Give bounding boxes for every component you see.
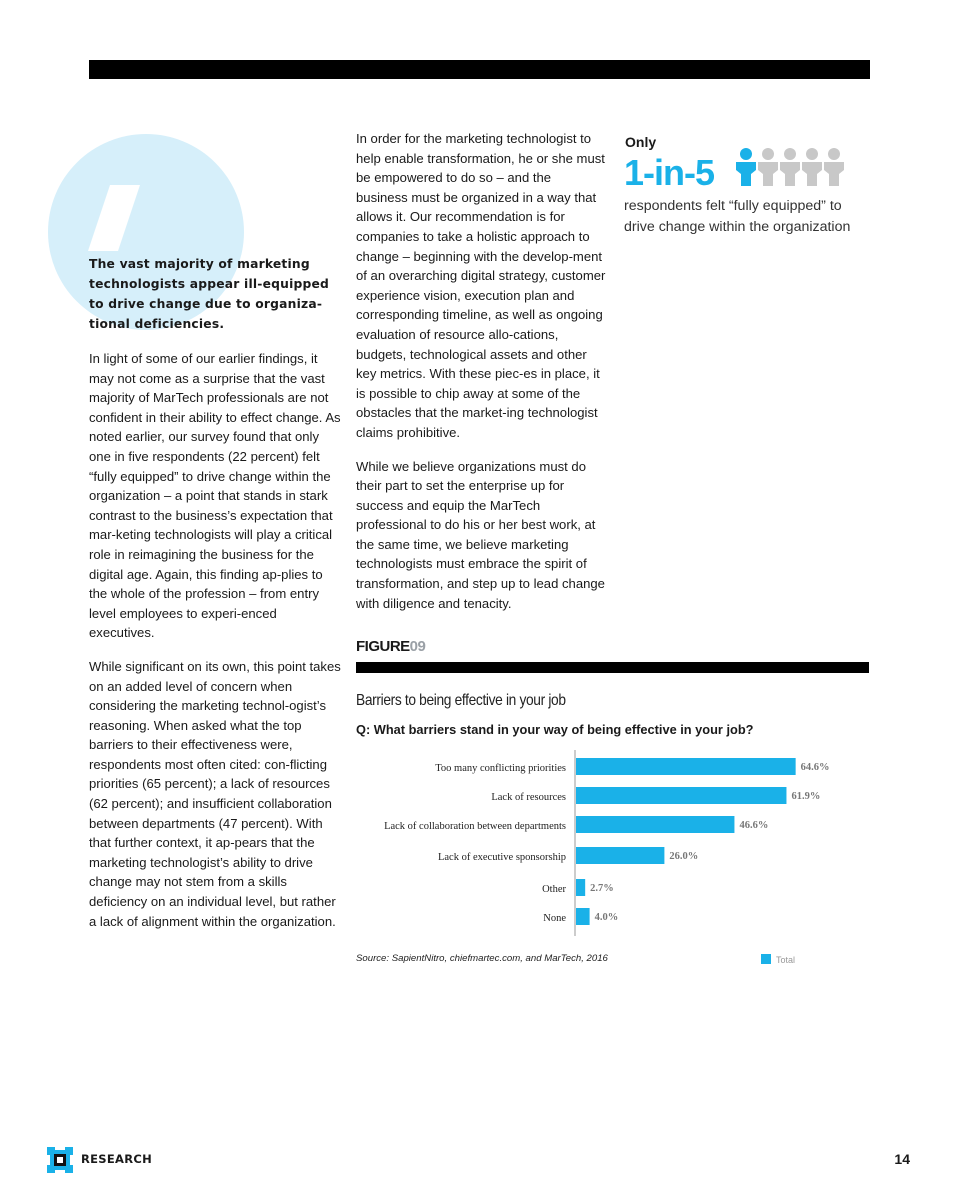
chart-legend [761,954,795,965]
research-logo-icon [47,1147,73,1173]
figure-label-word: FIGURE [356,638,410,655]
category-label: Other [542,884,566,895]
page-number: 14 [894,1151,910,1167]
figure-source: Source: SapientNitro, chiefmartec.com, and MarTech, 2016 [356,953,608,964]
value-label: 64.6% [800,762,830,773]
category-label: None [543,913,566,924]
body-paragraph: While significant on its own, this point takes on an added level of concern when considering the marketing technol-ogist’s reasoning. When asked what the top barriers to their effectiveness were, respondents most often cited: con-flicting priorities (65 percent); a lack of resources (62 percent); and insufficient collaboration between departments (47 percent). With that further context, it ap-pears that the marketing technologist’s ability to drive change may not stem from a skills deficiency on an individual level, but rather a lack of alignment within the organization. [89,658,341,929]
bar [576,758,796,775]
bar [576,787,786,804]
person-icon [824,148,844,186]
people-icon-row [736,148,848,188]
person-icon [802,148,822,186]
person-icon [780,148,800,186]
figure-label [356,638,425,655]
footer-section-label: RESEARCH [81,1152,153,1166]
stat-description: respondents felt “fully equipped” to drive change within the organization [624,198,851,235]
value-label: 4.0% [594,912,619,923]
legend-swatch [761,954,771,964]
left-column [89,254,341,945]
value-label: 46.6% [739,820,769,831]
body-paragraph: In light of some of our earlier findings, it may not come as a surprise that the vast majority of MarTech professionals are not confident in their ability to effect change. As noted earlier, our survey found that only one in five respondents (22 percent) felt “fully equipped” to drive change within the organization – a point that stands in stark contrast to the business’s expectation that mar-keting technologists will play a critical role in reimagining the business for the digital age. Again, this finding ap-plies to the whole of the profession – from entry level employees to experi-enced executives. [89,351,341,641]
category-label: Too many conflicting priorities [435,763,566,774]
bar [576,816,734,833]
figure-title: Barriers to being effective in your job [356,692,566,709]
category-label: Lack of executive sponsorship [437,852,566,863]
value-label: 61.9% [791,791,821,802]
middle-column [356,129,606,627]
person-icon [736,148,756,186]
bar [576,847,664,864]
barriers-bar-chart [356,748,869,943]
person-icon [758,148,778,186]
figure-rule [356,662,869,673]
legend-label: Total [776,955,796,965]
figure-number: 09 [409,638,426,655]
value-label: 26.0% [669,851,699,862]
category-label: Lack of resources [491,792,566,803]
stat-callout [624,134,874,238]
top-rule [89,60,870,79]
bar [576,879,585,896]
body-paragraph: In order for the marketing technologist to help enable transformation, he or she must be empowered to do so – and the business must be organized in a way that allows it. Our recommendation is for companies to take a holistic approach to change – beginning with the develop-ment of an overarching digital strategy, customer experience vision, execution plan and corresponding timeline, as well as ongoing evaluation of resource allo-cations, budgets, technological assets and other key metrics. With these piec-es in place, it is possible to chip away at some of the obstacles that the market-ing technologist claims prohibitive. [356,131,606,440]
lead-paragraph: The vast majority of marketing technologists appear ill-equipped to drive change due to organiza-tional deficiencies. [89,257,330,331]
decorative-quote-mark [88,185,148,265]
stat-only-label: Only [625,134,657,150]
value-label: 2.7% [590,883,614,894]
figure-question: Q: What barriers stand in your way of being effective in your job? [356,722,754,737]
stat-ratio: 1-in-5 [624,152,715,193]
body-paragraph: While we believe organizations must do their part to set the enterprise up for success and equip the MarTech professional to do his or her best work, at the same time, we believe marketing technologists must embrace the spirit of transformation, and step up to lead change with diligence and tenacity. [356,458,605,611]
category-label: Lack of collaboration between departments [384,821,566,832]
bar [576,908,590,925]
